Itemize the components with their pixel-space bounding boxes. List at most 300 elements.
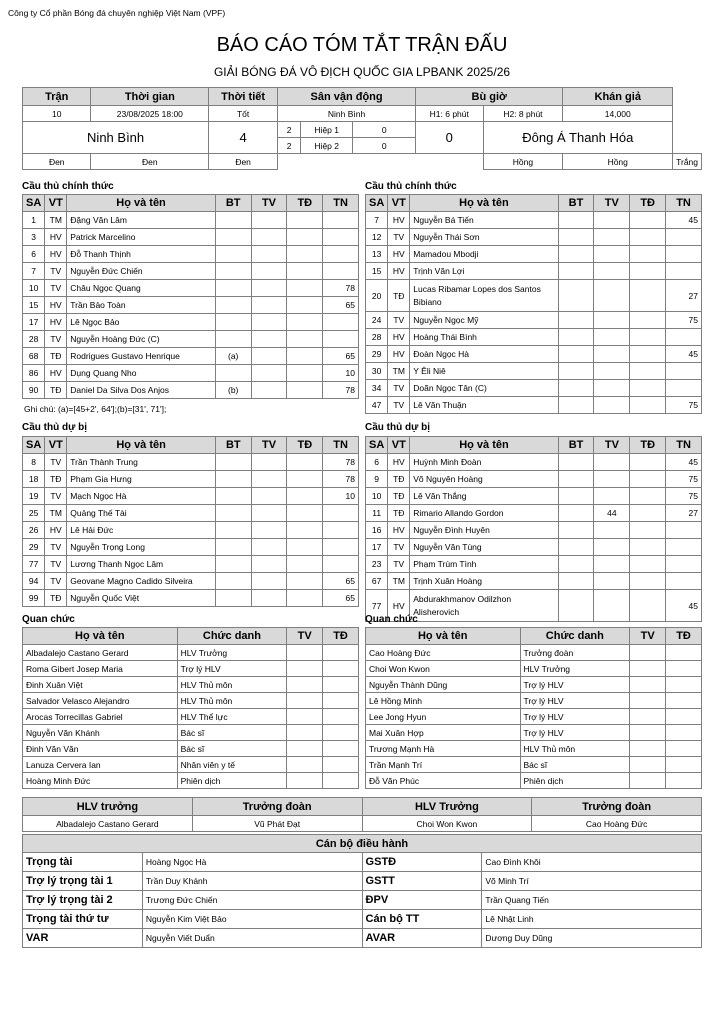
player-position: TV	[388, 556, 410, 573]
supervisor-name: Võ Minh Trí	[482, 872, 702, 891]
player-position: HV	[388, 346, 410, 363]
player-number: 6	[23, 246, 45, 263]
player-yellow-card	[251, 246, 287, 263]
player-number: 6	[366, 454, 388, 471]
table-row	[366, 522, 702, 539]
player-position: TV	[388, 539, 410, 556]
official-name: Arocas Torrecillas Gabriel	[23, 709, 178, 725]
player-goals	[558, 539, 594, 556]
referees-table	[22, 834, 702, 948]
player-number: 30	[366, 363, 388, 380]
player-position: TM	[45, 505, 67, 522]
player-position: HV	[45, 229, 67, 246]
player-red-card	[287, 556, 323, 573]
player-position: TV	[45, 573, 67, 590]
official-role: Trợ lý HLV	[177, 661, 287, 677]
player-substitution	[666, 539, 702, 556]
player-red-card	[287, 522, 323, 539]
official-yellow-card	[287, 725, 323, 741]
player-number: 28	[23, 331, 45, 348]
player-red-card	[287, 539, 323, 556]
player-substitution	[666, 329, 702, 346]
official-yellow-card	[287, 773, 323, 789]
player-position: HV	[45, 522, 67, 539]
away-officials-table	[365, 627, 702, 789]
player-yellow-card: 44	[594, 505, 630, 522]
player-substitution: 45	[666, 454, 702, 471]
table-row	[366, 645, 702, 661]
player-goals	[558, 380, 594, 397]
player-yellow-card	[251, 539, 287, 556]
player-name: Nguyễn Thái Sơn	[410, 229, 558, 246]
table-row	[23, 709, 359, 725]
officials-header-name: Họ và tên	[366, 628, 521, 645]
player-yellow-card	[594, 229, 630, 246]
player-goals	[558, 229, 594, 246]
player-substitution	[323, 246, 359, 263]
official-red-card	[666, 693, 702, 709]
player-red-card	[630, 454, 666, 471]
player-yellow-card	[251, 488, 287, 505]
player-substitution: 75	[666, 488, 702, 505]
player-position: TV	[45, 539, 67, 556]
player-number: 3	[23, 229, 45, 246]
player-substitution: 78	[323, 382, 359, 399]
official-yellow-card	[630, 645, 666, 661]
player-goals	[215, 280, 251, 297]
header-col-td: TĐ	[630, 437, 666, 454]
player-red-card	[630, 346, 666, 363]
player-substitution	[666, 363, 702, 380]
player-goals	[558, 505, 594, 522]
player-goals	[558, 590, 594, 622]
player-position: TV	[388, 397, 410, 414]
table-row	[366, 741, 702, 757]
table-row	[23, 454, 359, 471]
player-red-card	[287, 365, 323, 382]
player-red-card	[287, 471, 323, 488]
player-substitution: 75	[666, 312, 702, 329]
official-red-card	[666, 709, 702, 725]
player-red-card	[630, 380, 666, 397]
player-name: Trần Thành Trung	[67, 454, 216, 471]
player-substitution: 65	[323, 348, 359, 365]
header-col-bt: BT	[558, 195, 594, 212]
player-goals	[215, 556, 251, 573]
player-number: 18	[23, 471, 45, 488]
player-red-card	[630, 263, 666, 280]
player-number: 90	[23, 382, 45, 399]
official-yellow-card	[630, 757, 666, 773]
official-role: Bác sĩ	[177, 725, 287, 741]
player-number: 94	[23, 573, 45, 590]
referee-name: Trần Duy Khánh	[142, 872, 362, 891]
player-red-card	[630, 505, 666, 522]
player-yellow-card	[594, 488, 630, 505]
player-substitution: 27	[666, 280, 702, 312]
half1-label: Hiệp 1	[301, 122, 353, 138]
player-yellow-card	[251, 348, 287, 365]
player-number: 10	[23, 280, 45, 297]
header-time: Thời gian	[91, 88, 209, 106]
player-substitution: 78	[323, 454, 359, 471]
player-name: Hoàng Thái Bình	[410, 329, 558, 346]
header-attendance: Khán giả	[563, 88, 673, 106]
official-red-card	[323, 661, 359, 677]
table-row	[366, 329, 702, 346]
home-kit-socks: Đen	[209, 154, 278, 170]
header-col-tn: TN	[666, 437, 702, 454]
player-goals	[558, 556, 594, 573]
player-goals	[215, 246, 251, 263]
player-number: 1	[23, 212, 45, 229]
table-row	[366, 661, 702, 677]
player-substitution	[666, 246, 702, 263]
player-substitution	[323, 212, 359, 229]
header-extra-time: Bù giờ	[416, 88, 563, 106]
leader-header-away-coach: HLV Trưởng	[362, 798, 532, 816]
player-yellow-card	[594, 246, 630, 263]
table-row	[23, 693, 359, 709]
note-goals: Ghi chú: (a)=[45+2', 64'];(b)=[31', 71'];	[24, 404, 167, 414]
player-position: HV	[388, 246, 410, 263]
match-weather: Tốt	[209, 106, 278, 122]
official-name: Nguyễn Thành Dũng	[366, 677, 521, 693]
match-number: 10	[23, 106, 91, 122]
player-goals	[215, 590, 251, 607]
player-number: 15	[23, 297, 45, 314]
player-yellow-card	[251, 556, 287, 573]
official-name: Mai Xuân Hợp	[366, 725, 521, 741]
official-name: Trần Mạnh Trí	[366, 757, 521, 773]
player-goals	[215, 573, 251, 590]
player-name: Daniel Da Silva Dos Anjos	[67, 382, 216, 399]
official-red-card	[323, 645, 359, 661]
player-substitution	[323, 314, 359, 331]
header-col-vt: VT	[45, 195, 67, 212]
player-position: HV	[388, 263, 410, 280]
official-name: Salvador Velasco Alejandro	[23, 693, 178, 709]
official-name: Cao Hoàng Đức	[366, 645, 521, 661]
table-row	[366, 263, 702, 280]
player-goals: (b)	[215, 382, 251, 399]
player-position: TĐ	[388, 505, 410, 522]
official-name: Đỗ Văn Phúc	[366, 773, 521, 789]
table-row	[366, 454, 702, 471]
player-red-card	[287, 246, 323, 263]
official-name: Lee Jong Hyun	[366, 709, 521, 725]
player-goals	[558, 329, 594, 346]
player-position: HV	[388, 454, 410, 471]
player-number: 28	[366, 329, 388, 346]
table-row	[23, 661, 359, 677]
player-number: 99	[23, 590, 45, 607]
player-name: Nguyễn Văn Tùng	[410, 539, 558, 556]
kit-spacer	[278, 154, 483, 170]
player-yellow-card	[594, 522, 630, 539]
official-red-card	[666, 741, 702, 757]
player-substitution	[323, 331, 359, 348]
player-goals	[215, 212, 251, 229]
player-substitution	[323, 522, 359, 539]
half1-away: 0	[353, 122, 416, 138]
player-name: Doãn Ngọc Tân (C)	[410, 380, 558, 397]
player-goals	[215, 505, 251, 522]
table-row	[366, 346, 702, 363]
player-goals	[558, 246, 594, 263]
table-row	[366, 725, 702, 741]
player-position: TĐ	[45, 348, 67, 365]
official-red-card	[666, 645, 702, 661]
player-number: 7	[23, 263, 45, 280]
official-role: HLV Thủ môn	[177, 677, 287, 693]
player-goals	[558, 397, 594, 414]
player-yellow-card	[594, 312, 630, 329]
table-row	[366, 709, 702, 725]
referee-role-label: Trọng tài thứ tư	[23, 910, 143, 929]
player-red-card	[630, 329, 666, 346]
player-position: TĐ	[388, 471, 410, 488]
supervisor-role-label: GSTT	[362, 872, 482, 891]
player-name: Trịnh Văn Lợi	[410, 263, 558, 280]
player-yellow-card	[251, 280, 287, 297]
official-role: Trợ lý HLV	[520, 677, 630, 693]
player-red-card	[630, 312, 666, 329]
player-red-card	[287, 212, 323, 229]
table-row	[366, 505, 702, 522]
player-name: Đoàn Ngọc Hà	[410, 346, 558, 363]
player-name: Lê Văn Thắng	[410, 488, 558, 505]
player-number: 9	[366, 471, 388, 488]
official-yellow-card	[287, 645, 323, 661]
player-red-card	[630, 363, 666, 380]
player-yellow-card	[251, 590, 287, 607]
player-name: Patrick Marcelino	[67, 229, 216, 246]
official-role: Trợ lý HLV	[520, 693, 630, 709]
player-goals	[215, 365, 251, 382]
official-red-card	[323, 677, 359, 693]
player-substitution	[666, 380, 702, 397]
supervisor-role-label: ĐPV	[362, 891, 482, 910]
official-red-card	[666, 757, 702, 773]
player-number: 77	[23, 556, 45, 573]
header-col-td: TĐ	[287, 437, 323, 454]
referee-row	[23, 872, 702, 891]
player-red-card	[630, 280, 666, 312]
table-row	[366, 573, 702, 590]
player-position: TV	[45, 556, 67, 573]
officials-header-td: TĐ	[323, 628, 359, 645]
player-substitution: 78	[323, 280, 359, 297]
away-goals: 0	[416, 122, 483, 154]
player-number: 17	[23, 314, 45, 331]
player-red-card	[630, 488, 666, 505]
player-position: TV	[45, 488, 67, 505]
header-col-bt: BT	[558, 437, 594, 454]
player-substitution: 65	[323, 590, 359, 607]
player-name: Nguyễn Bá Tiến	[410, 212, 558, 229]
player-red-card	[287, 331, 323, 348]
home-starting-title: Cầu thủ chính thức	[22, 181, 114, 192]
official-role: HLV Thủ môn	[177, 693, 287, 709]
away-kit-shorts: Hồng	[563, 154, 673, 170]
player-substitution: 78	[323, 471, 359, 488]
player-substitution: 65	[323, 573, 359, 590]
official-role: Bác sĩ	[520, 757, 630, 773]
supervisor-role-label: AVAR	[362, 929, 482, 948]
player-goals: (a)	[215, 348, 251, 365]
table-row	[23, 314, 359, 331]
match-info-table	[22, 87, 702, 170]
player-goals	[558, 312, 594, 329]
header-col-name: Họ và tên	[67, 437, 216, 454]
company-name: Công ty Cổ phần Bóng đá chuyên nghiệp Việt Nam (VPF)	[8, 8, 226, 18]
away-kit-socks: Trắng	[673, 154, 702, 170]
supervisor-name: Lê Nhật Linh	[482, 910, 702, 929]
player-goals	[558, 454, 594, 471]
player-name: Dụng Quang Nho	[67, 365, 216, 382]
header-col-bt: BT	[215, 195, 251, 212]
player-name: Võ Nguyên Hoàng	[410, 471, 558, 488]
player-red-card	[287, 488, 323, 505]
header-col-vt: VT	[388, 195, 410, 212]
player-number: 25	[23, 505, 45, 522]
player-name: Phạm Trùm Tình	[410, 556, 558, 573]
player-yellow-card	[594, 454, 630, 471]
player-substitution: 10	[323, 488, 359, 505]
table-row	[23, 573, 359, 590]
player-name: Lê Ngọc Bảo	[67, 314, 216, 331]
official-red-card	[666, 661, 702, 677]
away-team-name: Đông Á Thanh Hóa	[483, 122, 673, 154]
player-number: 77	[366, 590, 388, 622]
player-substitution: 45	[666, 346, 702, 363]
player-yellow-card	[594, 263, 630, 280]
table-row	[23, 556, 359, 573]
header-col-tn: TN	[323, 195, 359, 212]
leader-away-manager: Cao Hoàng Đức	[532, 816, 702, 832]
header-col-name: Họ và tên	[410, 437, 558, 454]
player-position: TM	[45, 212, 67, 229]
player-substitution: 45	[666, 212, 702, 229]
table-row	[366, 212, 702, 229]
player-number: 23	[366, 556, 388, 573]
player-goals	[215, 297, 251, 314]
player-number: 8	[23, 454, 45, 471]
player-name: Y Êli Niê	[410, 363, 558, 380]
table-row	[23, 725, 359, 741]
referee-row	[23, 891, 702, 910]
player-yellow-card	[594, 573, 630, 590]
player-goals	[215, 454, 251, 471]
table-row	[366, 471, 702, 488]
official-red-card	[666, 725, 702, 741]
player-number: 68	[23, 348, 45, 365]
table-row	[366, 229, 702, 246]
official-red-card	[666, 677, 702, 693]
player-yellow-card	[251, 382, 287, 399]
official-role: Trợ lý HLV	[520, 725, 630, 741]
player-name: Đặng Văn Lâm	[67, 212, 216, 229]
official-name: Albadalejo Castano Gerard	[23, 645, 178, 661]
header-col-vt: VT	[45, 437, 67, 454]
player-name: Abdurakhmanov Odilzhon Alisherovich	[410, 590, 558, 622]
home-goals: 4	[209, 122, 278, 154]
table-row	[23, 365, 359, 382]
official-red-card	[323, 757, 359, 773]
player-goals	[558, 346, 594, 363]
player-red-card	[287, 573, 323, 590]
player-position: TV	[388, 229, 410, 246]
player-red-card	[630, 590, 666, 622]
player-substitution: 65	[323, 297, 359, 314]
table-row	[366, 380, 702, 397]
player-number: 10	[366, 488, 388, 505]
header-col-sa: SA	[23, 437, 45, 454]
home-kit-shirt: Đen	[23, 154, 91, 170]
supervisor-name: Dương Duy Dũng	[482, 929, 702, 948]
header-weather: Thời tiết	[209, 88, 278, 106]
player-goals	[558, 488, 594, 505]
player-yellow-card	[594, 471, 630, 488]
player-number: 16	[366, 522, 388, 539]
official-yellow-card	[287, 709, 323, 725]
player-goals	[215, 471, 251, 488]
player-name: Nguyễn Đình Huyên	[410, 522, 558, 539]
player-goals	[558, 573, 594, 590]
player-goals	[215, 488, 251, 505]
official-yellow-card	[287, 741, 323, 757]
officials-header-tv: TV	[287, 628, 323, 645]
table-row	[366, 246, 702, 263]
officials-header-role: Chức danh	[520, 628, 630, 645]
player-yellow-card	[594, 380, 630, 397]
official-role: Nhân viên y tế	[177, 757, 287, 773]
header-match: Trận	[23, 88, 91, 106]
player-substitution	[666, 573, 702, 590]
table-row	[23, 246, 359, 263]
table-row	[23, 488, 359, 505]
player-substitution	[323, 263, 359, 280]
player-number: 26	[23, 522, 45, 539]
table-row	[366, 363, 702, 380]
referee-row	[23, 929, 702, 948]
leaders-table	[22, 797, 702, 832]
player-substitution	[323, 505, 359, 522]
player-position: TM	[388, 363, 410, 380]
player-substitution: 10	[323, 365, 359, 382]
home-kit-shorts: Đen	[91, 154, 209, 170]
official-role: HLV Thủ môn	[520, 741, 630, 757]
official-red-card	[323, 725, 359, 741]
header-stadium: Sân vận động	[278, 88, 416, 106]
table-row	[23, 212, 359, 229]
player-red-card	[630, 397, 666, 414]
player-name: Lê Văn Thuận	[410, 397, 558, 414]
match-datetime: 23/08/2025 18:00	[91, 106, 209, 122]
table-row	[23, 522, 359, 539]
away-kit-shirt: Hồng	[483, 154, 563, 170]
official-role: Trợ lý HLV	[520, 709, 630, 725]
player-name: Quảng Thế Tài	[67, 505, 216, 522]
official-yellow-card	[630, 773, 666, 789]
official-yellow-card	[287, 661, 323, 677]
player-position: HV	[45, 314, 67, 331]
player-substitution	[666, 263, 702, 280]
official-yellow-card	[630, 677, 666, 693]
player-red-card	[630, 556, 666, 573]
player-position: TV	[45, 280, 67, 297]
